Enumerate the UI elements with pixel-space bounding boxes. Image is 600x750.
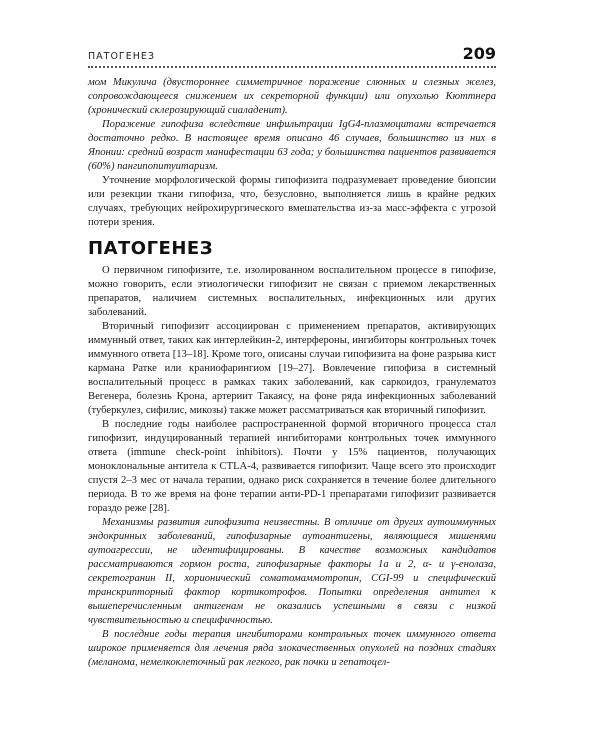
section-heading: ПАТОГЕНЕЗ (88, 238, 213, 259)
paragraph-primary-hypophysitis: О первичном гипофизите, т.е. изолированном воспалительном процессе в гипофизе, можно говорить, если этиологически гипофизит не связан с приемом лекарственных препаратов, наличием системных воспалительных, инфекционных или других заболеваний. (88, 265, 496, 318)
book-page (88, 44, 496, 670)
paragraph-checkpoint-inhibitors: В последние годы наиболее распространенной формой вторичного процесса стал гипофизит, индуцированный терапией ингибиторами контрольных точек иммунного ответа (immune check-point inhibitors). Почти у 15% пациентов, получающих моноклональные антитела к CTLA-4, развивается гипофизит. Чаще всего это происходит спустя 2–3 мес от начала терапии, однако риск сохраняется в течение более длительного периода. В то же время на фоне терапии анти-PD-1 препаратами гипофизит развивается гораздо реже [28]. (88, 419, 496, 514)
paragraph-mechanisms: Механизмы развития гипофизита неизвестны. В отличие от других аутоиммунных эндокринных заболеваний, гипофизарные аутоантигены, являющиеся мишенями аутоагрессии, не идентифицированы. В качестве возможных кандидатов рассматриваются гормон роста, гипофизарные факторы 1a и 2, α- и γ-енолаза, секретогранин II, хорионический соматомаммотропин, CGI-99 и специфический транскрипторный фактор кортикотрофов. Попытки определения антител к вышеперечисленным антигенам не оказались успешными в связи с низкой чувствительностью и специфичностью. (88, 517, 496, 626)
paragraph-secondary-hypophysitis: Вторичный гипофизит ассоциирован с применением препаратов, активирующих иммунный ответ, таких как интерлейкин-2, интерфероны, ингибиторы контрольных точек иммунного ответа [13–18]. Кроме того, описаны случаи гипофизита на фоне разрыва кист кармана Ратке или краниофарингиом [19–27]. Вовлечение гипофиза в системный воспалительный процесс в рамках таких заболеваний, как саркоидоз, гранулематоз Вегенера, болезнь Крона, артериит Такаясу, на фоне ряда инфекционных заболеваний (туберкулез, сифилис, микозы) также может рассматриваться как вторичный гипофизит. (88, 321, 496, 416)
running-title: ПАТОГЕНЕЗ (88, 51, 155, 62)
paragraph-therapy: В последние годы терапия ингибиторами контрольных точек иммунного ответа широкое применяется для лечения ряда злокачественных опухолей на поздних стадиях (меланома, немелкоклеточный рак легкого, рак почки и гепатоцел- (88, 629, 496, 668)
paragraph-igg4: Поражение гипофиза вследствие инфильтрации IgG4-плазмоцитами встречается достаточно редко. В настоящее время описано 46 случаев, большинство из них в Японии: средний возраст манифестации 63 года; у большинства пациентов развивается (60%) пангипопитуитаризм. (88, 119, 496, 172)
header-dotted-rule (88, 66, 496, 68)
page-number: 209 (462, 44, 496, 63)
running-header (88, 44, 496, 62)
paragraph-continued: мом Микулича (двустороннее симметричное поражение слюнных и слезных желез, сопровождающееся снижением их секреторной функции) или опухолью Кюттнера (хронический склерозирующий сиаладенит). (88, 77, 496, 116)
body-text (88, 76, 496, 670)
paragraph-morphology: Уточнение морфологической формы гипофизита подразумевает проведение биопсии или резекции ткани гипофиза, что, безусловно, выполняется лишь в крайне редких случаях, требующих нейрохирургического вмешательства из-за масс-эффекта с угрозой потери зрения. (88, 175, 496, 228)
